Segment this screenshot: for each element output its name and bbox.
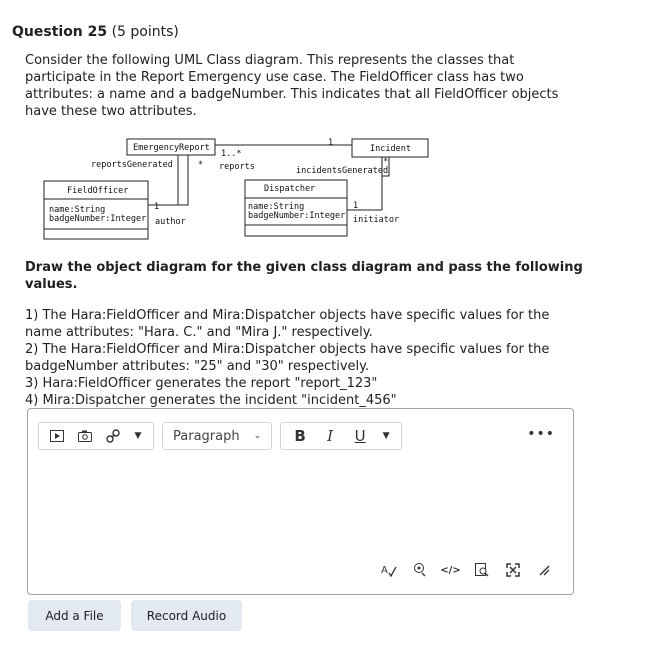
- disp-attr-badge: badgeNumber:Integer: [248, 211, 346, 221]
- role-reports-generated: reportsGenerated: [91, 160, 173, 170]
- svg-text:A: A: [380, 565, 388, 576]
- answer-editor[interactable]: [27, 408, 574, 595]
- resize-handle-icon[interactable]: [528, 560, 559, 580]
- task-prompt: [25, 259, 585, 409]
- paragraph-group: [162, 422, 272, 450]
- class-incident: Incident: [370, 144, 411, 154]
- mult-star-1: *: [198, 160, 204, 170]
- insert-link-icon[interactable]: [99, 424, 127, 448]
- fo-attr-name: name:String: [49, 205, 106, 215]
- spellcheck-icon[interactable]: [373, 560, 404, 580]
- mult-one-fo: 1: [154, 202, 160, 212]
- add-file-button[interactable]: Add a File: [28, 600, 121, 631]
- class-field-officer: FieldOfficer: [67, 186, 129, 196]
- record-audio-button[interactable]: Record Audio: [131, 600, 242, 631]
- fo-attr-badge: badgeNumber:Integer: [49, 214, 147, 224]
- task-line-4: 4) Mira:Dispatcher generates the incident "incident_456": [25, 393, 397, 408]
- question-title: [12, 24, 179, 40]
- editor-toolbar: [38, 421, 410, 451]
- mult-one-top: 1: [328, 138, 334, 148]
- intro-text: Consider the following UML Class diagram. This represents the classes that participate in the Report Emergency use case. The FieldOfficer class has two attributes: a name and a badgeNumber. This indicates that all FieldOfficer objects have these two attributes.: [25, 53, 559, 119]
- insert-video-icon[interactable]: [43, 424, 71, 448]
- more-actions-button[interactable]: •••: [527, 426, 555, 442]
- role-author: author: [155, 217, 186, 227]
- task-line-3: 3) Hara:FieldOfficer generates the report "report_123": [25, 376, 378, 391]
- fullscreen-icon[interactable]: [497, 560, 528, 580]
- class-dispatcher: Dispatcher: [264, 184, 316, 194]
- role-initiator: initiator: [353, 215, 400, 225]
- mult-one-disp: 1: [353, 201, 359, 211]
- paragraph-select[interactable]: [167, 424, 267, 448]
- mult-one-to-many: 1..*: [221, 149, 242, 159]
- question-number: Question 25: [12, 24, 108, 40]
- bold-button[interactable]: B: [294, 427, 306, 445]
- format-dropdown-icon[interactable]: ▼: [382, 431, 390, 441]
- source-code-icon[interactable]: </>: [440, 564, 461, 576]
- task-line-1: 1) The Hara:FieldOfficer and Mira:Dispatcher objects have specific values for the name attributes: "Hara. C." and "Mira J." respectively.: [25, 308, 550, 340]
- role-reports: reports: [219, 162, 255, 172]
- task-heading: Draw the object diagram for the given class diagram and pass the following values.: [25, 260, 583, 292]
- insert-dropdown-icon[interactable]: ▼: [134, 431, 142, 441]
- italic-button[interactable]: I: [327, 427, 334, 445]
- format-group: [280, 422, 402, 450]
- find-replace-icon[interactable]: [466, 560, 497, 580]
- mult-star-2: *: [383, 157, 389, 167]
- task-line-2: 2) The Hara:FieldOfficer and Mira:Dispatcher objects have specific values for the badgeNumber attributes: "25" and "30" respectively.: [25, 342, 550, 374]
- question-points: (5 points): [111, 24, 179, 40]
- insert-image-icon[interactable]: [71, 424, 99, 448]
- class-emergency-report: EmergencyReport: [133, 143, 210, 153]
- role-incidents-generated: incidentsGenerated: [296, 166, 389, 176]
- disp-attr-name: name:String: [248, 202, 305, 212]
- insert-group: [38, 422, 154, 450]
- chevron-down-icon: ⌄: [253, 431, 262, 441]
- paragraph-select-label: Paragraph: [173, 428, 240, 444]
- underline-button[interactable]: U: [354, 427, 366, 445]
- accessibility-checker-icon[interactable]: [404, 560, 435, 580]
- question-intro: [25, 52, 565, 120]
- editor-bottom-tools: [373, 560, 559, 580]
